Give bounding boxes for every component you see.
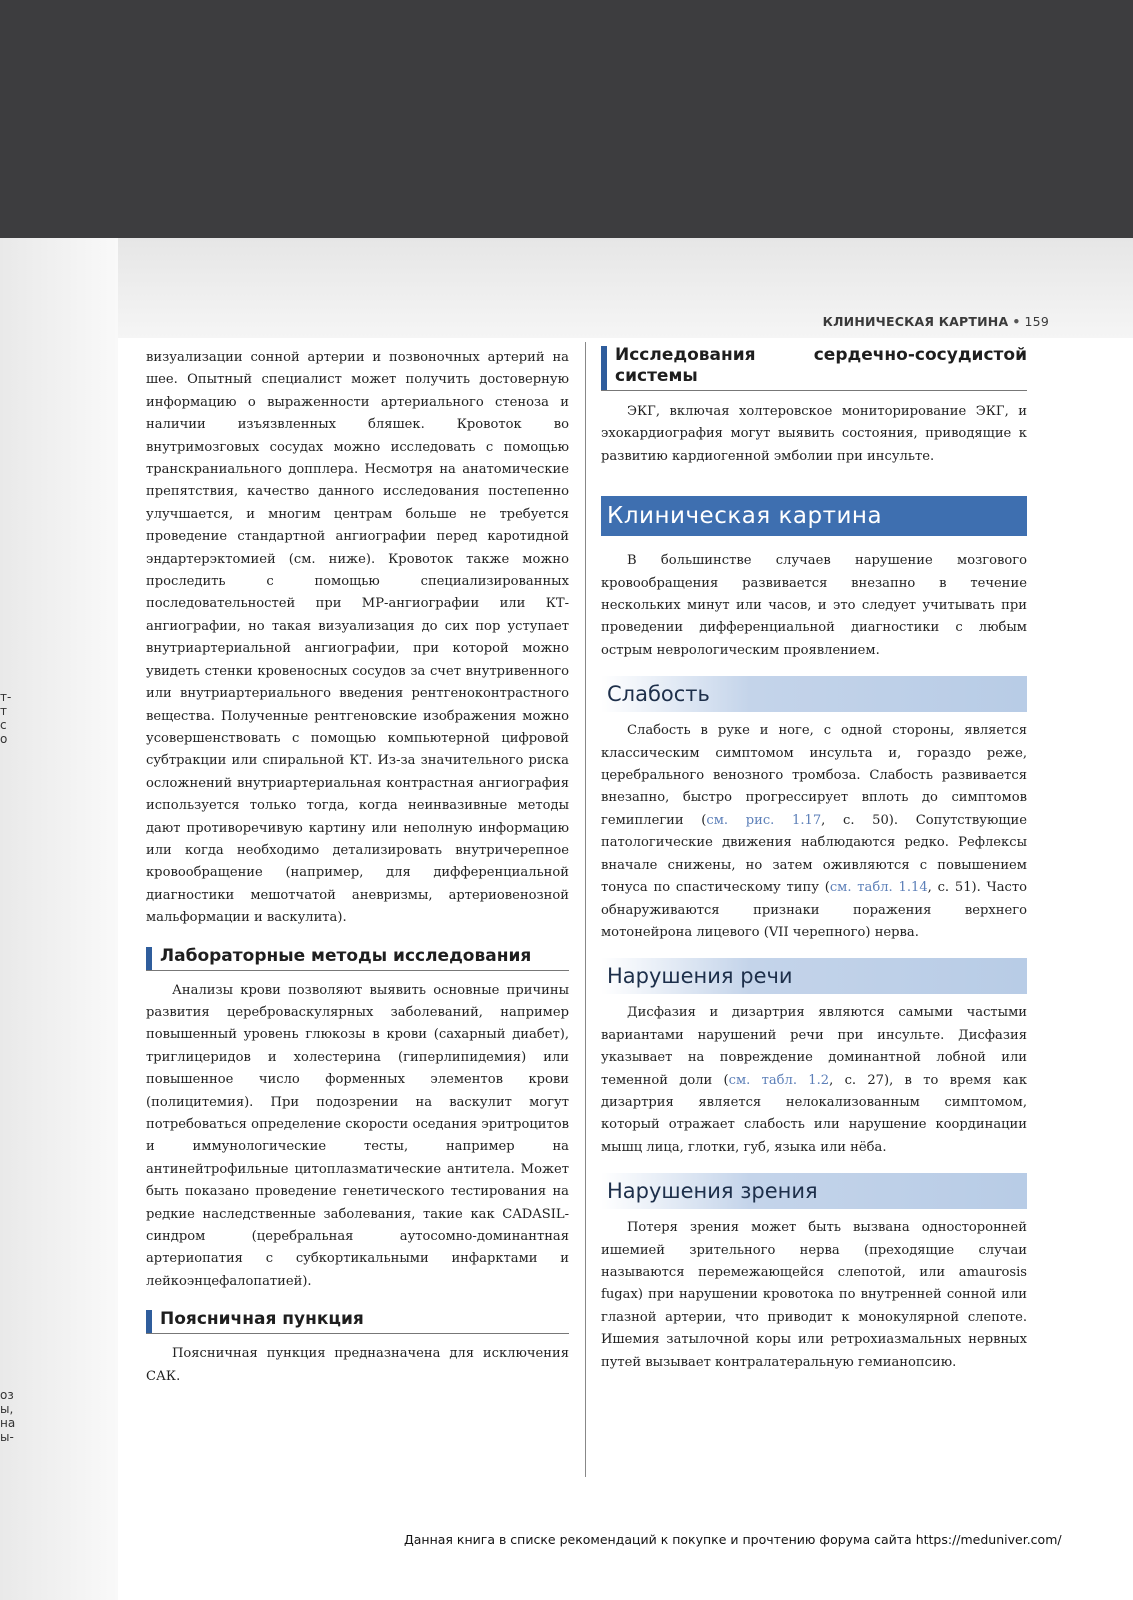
margin-fragment-line: ы- — [0, 1430, 14, 1444]
lab-methods-heading-text: Лабораторные методы исследования — [160, 945, 532, 966]
margin-fragment-line: т- — [0, 690, 12, 704]
heading-marker — [601, 346, 607, 390]
running-header — [823, 314, 1049, 329]
cardio-heading-text: Исследования сердечно-сосудистой системы — [615, 345, 1027, 386]
running-header-separator: • — [1012, 314, 1021, 329]
column-divider — [585, 342, 586, 1477]
speech-text-1: Дисфазия и дизартрия являются самыми частыми вариантами нарушений речи при инсульте. Дисфазия указывает на повреждение доминантной лобной или теменной доли ( — [601, 1005, 1027, 1088]
weakness-text-2: , с. 50). Сопутствующие патологические движения наблюдаются редко. Рефлексы вначале снижены, но затем оживляются с повышением тонуса по спастическому типу ( — [601, 812, 1028, 896]
figure-reference-link[interactable]: см. рис. 1.17 — [706, 812, 822, 828]
page-number: 159 — [1024, 314, 1049, 329]
lumbar-puncture-heading-text: Поясничная пункция — [160, 1309, 364, 1330]
vision-paragraph: Потеря зрения может быть вызвана односторонней ишемией зрительного нерва (преходящие случаи называются перемежающейся слепотой, или amaurosis fugax) при нарушении кровотока по внутренней сонной или глазной артерии, что приводит к монокулярной слепоте. Ишемия затылочной коры или ретрохиазмальных нервных путей вызывает контралатеральную гемианопсию. — [601, 1220, 1027, 1370]
margin-fragment-lower — [0, 1388, 36, 1444]
cardio-heading — [601, 345, 1027, 391]
heading-marker — [146, 947, 152, 970]
table-reference-link[interactable]: см. табл. 1.14 — [829, 880, 928, 896]
margin-fragment-line: оз — [0, 1388, 14, 1402]
speech-heading: Нарушения речи — [601, 958, 1027, 994]
clinical-picture-paragraph: В большинстве случаев нарушение мозгового кровообращения развивается внезапно в течение нескольких минут или часов, и это следует учитывать при проведении дифференциальной диагностики с любым острым неврологическим проявлением. — [601, 553, 1027, 658]
lumbar-puncture-heading — [146, 1309, 569, 1334]
speech-paragraph — [601, 1002, 1027, 1159]
weakness-text-3: , с. 51). Часто обнаруживаются признаки поражения верхнего мотонейрона лицевого (VII черепного) нерва. — [601, 880, 1027, 940]
intro-paragraph: визуализации сонной артерии и позвоночных артерий на шее. Опытный специалист может получить достоверную информацию о выраженности артериального стеноза и наличии изъязвленных бляшек. Кровоток во внутримозговых сосудах можно исследовать с помощью транскраниального допплера. Несмотря на анатомические препятствия, качество данного исследования постепенно улучшается, и многим центрам больше не требуется проведение стандартной ангиографии перед каротидной эндартерэктомией (см. ниже). Кровоток также можно проследить с помощью специализированных последовательностей при МР-ангиографии или КТ-ангиографии, но такая визуализация до сих пор уступает внутриартериальной ангиографии, при которой можно увидеть стенки кровеносных сосудов за счет внутривенного или внутриартериального введения рентгеноконтрастного вещества. Полученные рентгеновские изображения можно усовершенствовать с помощью компьютерной цифровой субтракции или спиральной КТ. Из-за значительного риска осложнений внутриартериальная контрастная ангиография используется только тогда, когда неинвазивные методы дают противоречивую картину или неполную информацию или когда необходимо детализировать внутричерепное кровообращение (например, для дифференциальной диагностики мешотчатой аневризмы, артериовенозной мальформации и васкулита). — [146, 350, 569, 926]
running-header-title: КЛИНИЧЕСКАЯ КАРТИНА — [822, 314, 1009, 329]
weakness-heading: Слабость — [601, 676, 1027, 712]
section-heading-clinical-picture: Клиническая картина — [601, 496, 1027, 536]
margin-fragment-line: на — [0, 1416, 16, 1430]
cardio-paragraph: ЭКГ, включая холтеровское мониторирование ЭКГ, и эхокардиография могут выявить состояния, приводящие к развитию кардиогенной эмболии при инсульте. — [601, 404, 1027, 464]
weakness-text-1: Слабость в руке и ноге, с одной стороны, является классическим симптомом инсульта и, гораздо реже, церебрального венозного тромбоза. Слабость развивается внезапно, быстро прогрессирует вплоть до симптомов гемиплегии ( — [601, 723, 1027, 828]
margin-fragment-line: т — [0, 704, 7, 718]
heading-marker — [146, 1310, 152, 1333]
right-column — [601, 345, 1027, 1374]
lab-methods-paragraph: Анализы крови позволяют выявить основные причины развития цереброваскулярных заболеваний, например повышенный уровень глюкозы в крови (сахарный диабет), триглицеридов и холестерина (гиперлипидемия) или повышенное число форменных элементов крови (полицитемия). При подозрении на васкулит могут потребоваться определение скорости оседания эритроцитов и иммунологические тесты, например на антинейтрофильные цитоплазматические антитела. Может быть показано проведение генетического тестирования на редкие наследственные заболевания, такие как CADASIL-синдром (церебральная аутосомно-доминантная артериопатия с субкортикальными инфарктами и лейкоэнцефалопатией). — [146, 982, 569, 1289]
left-column — [146, 347, 569, 1388]
margin-fragment-line: о — [0, 732, 8, 746]
margin-fragment-line: с — [0, 718, 7, 732]
footer-note: Данная книга в списке рекомендаций к покупке и прочтению форума сайта https://meduniver.com/ — [404, 1532, 1062, 1547]
weakness-paragraph — [601, 720, 1027, 944]
lab-methods-heading — [146, 946, 569, 971]
margin-fragment-upper — [0, 690, 36, 746]
lumbar-puncture-paragraph: Поясничная пункция предназначена для исключения САК. — [146, 1346, 569, 1384]
speech-text-2: , с. 27), в то время как дизартрия является нелокализованным симптомом, который отражает слабость или нарушение координации мышц лица, глотки, губ, языка или нёба. — [601, 1072, 1028, 1155]
table-reference-link[interactable]: см. табл. 1.2 — [728, 1072, 830, 1088]
dark-top-band — [0, 0, 1133, 238]
vision-heading: Нарушения зрения — [601, 1173, 1027, 1209]
margin-fragment-line: ы, — [0, 1402, 14, 1416]
